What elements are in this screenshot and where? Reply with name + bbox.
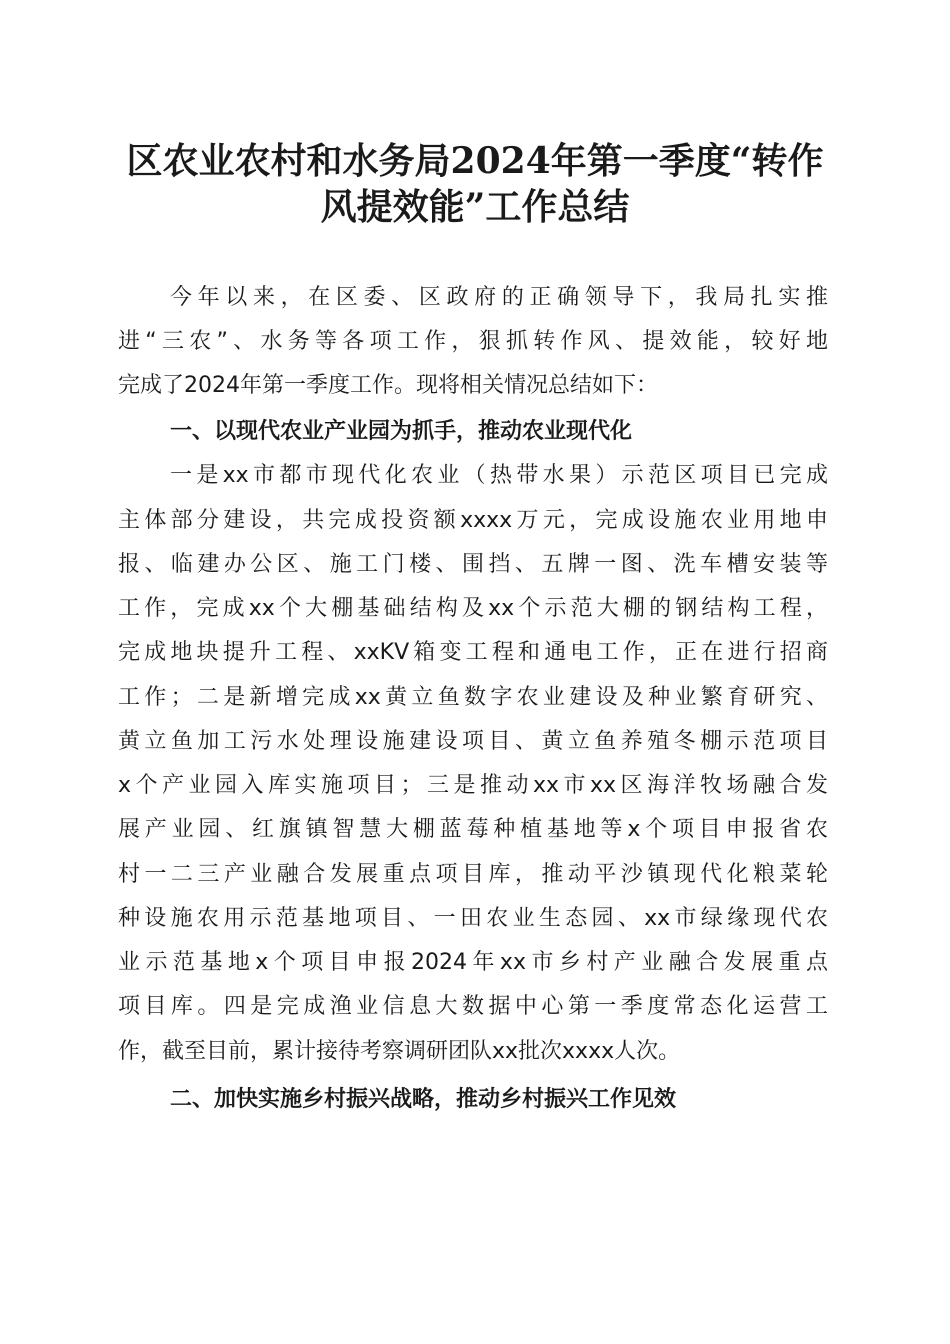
section-1-line: 展产业园、红旗镇智慧大棚蓝莓种植基地等x个项目申报省农 <box>118 817 828 842</box>
section-1-line: 作，截至目前，累计接待考察调研团队xx批次xxxx人次。 <box>118 1039 681 1064</box>
section-1-line: 一是xx市都市现代化农业（热带水果）示范区项目已完成 <box>170 463 828 488</box>
section-1-line: 完成地块提升工程、xxKV箱变工程和通电工作，正在进行招商 <box>118 640 828 665</box>
section-1-line: 业示范基地x个项目申报2024年xx市乡村产业融合发展重点 <box>118 950 828 975</box>
section-1-line: 黄立鱼加工污水处理设施建设项目、黄立鱼养殖冬棚示范项目 <box>118 729 828 754</box>
section-1-line: 工作，完成xx个大棚基础结构及xx个示范大棚的钢结构工程， <box>118 596 828 621</box>
document-title-line-1: 区农业农村和水务局2024年第一季度“转作 <box>126 140 824 182</box>
section-1-line: 项目库。四是完成渔业信息大数据中心第一季度常态化运营工 <box>118 994 828 1019</box>
section-1-line: 种设施农用示范基地项目、一田农业生态园、xx市绿缘现代农 <box>118 906 828 931</box>
section-1-heading: 一、以现代农业产业园为抓手，推动农业现代化 <box>170 419 633 444</box>
intro-line: 进“三农”、水务等各项工作，狠抓转作风、提效能，较好地 <box>118 329 828 354</box>
section-1-line: 工作；二是新增完成xx黄立鱼数字农业建设及种业繁育研究、 <box>118 685 828 710</box>
intro-line: 今年以来，在区委、区政府的正确领导下，我局扎实推 <box>170 285 828 310</box>
section-1-line: 报、临建办公区、施工门楼、围挡、五牌一图、洗车槽安装等 <box>118 552 828 577</box>
section-1-line: 主体部分建设，共完成投资额xxxx万元，完成设施农业用地申 <box>118 508 828 533</box>
section-1-line: 村一二三产业融合发展重点项目库，推动平沙镇现代化粮菜轮 <box>118 862 828 887</box>
section-1-line: x个产业园入库实施项目；三是推动xx市xx区海洋牧场融合发 <box>118 773 828 798</box>
intro-line: 完成了2024年第一季度工作。现将相关情况总结如下： <box>118 373 658 398</box>
section-2-heading: 二、加快实施乡村振兴战略，推动乡村振兴工作见效 <box>170 1087 677 1112</box>
document-title-line-2: 风提效能”工作总结 <box>320 186 630 228</box>
